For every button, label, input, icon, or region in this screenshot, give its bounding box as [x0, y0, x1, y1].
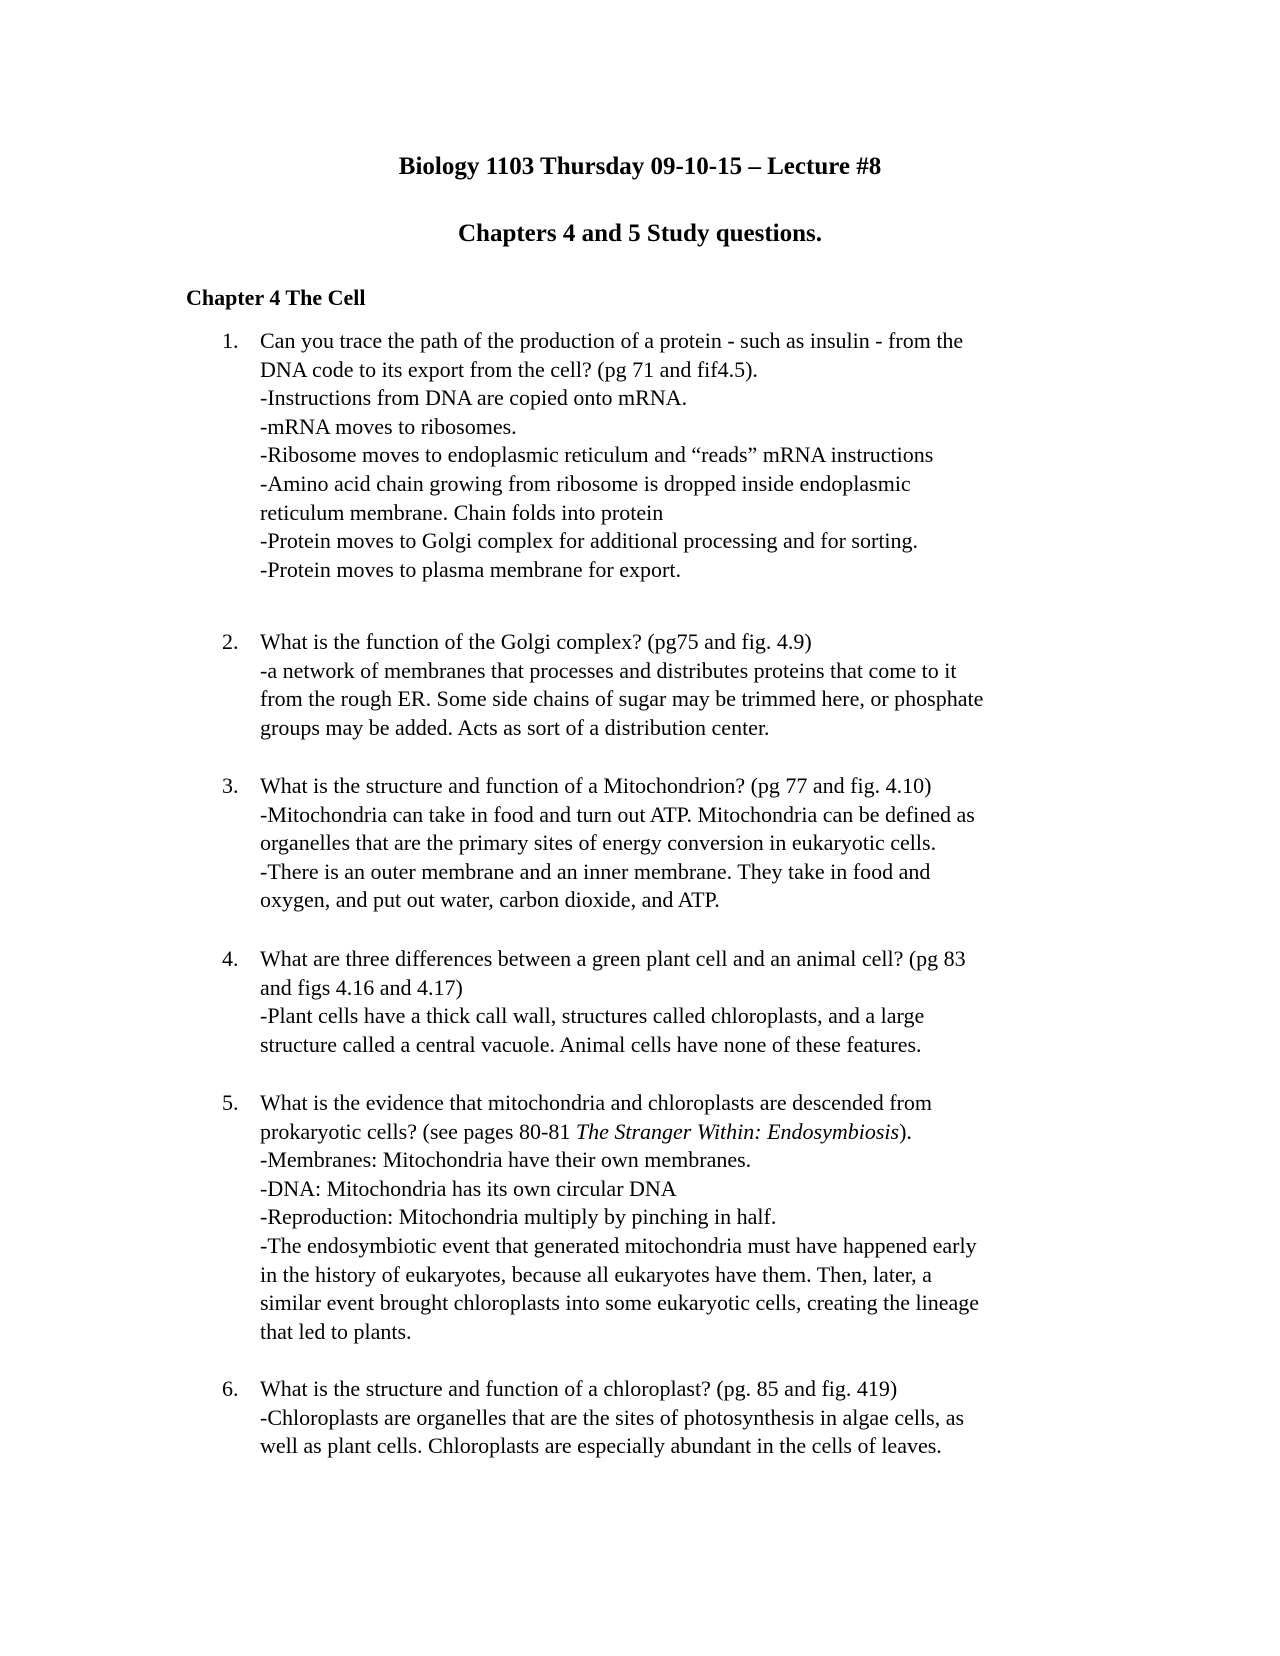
answer-line: well as plant cells. Chloroplasts are especially abundant in the cells of leaves. — [260, 1433, 942, 1459]
question-text: What is the structure and function of a chloroplast? (pg. 85 and fig. 419) — [260, 1376, 898, 1401]
answer-line: -Chloroplasts are organelles that are the sites of photosynthesis in algae cells, as — [260, 1404, 965, 1430]
question-text: Can you trace the path of the production of a protein - such as insulin - from the — [260, 328, 964, 353]
answer-line: organelles that are the primary sites of energy conversion in eukaryotic cells. — [260, 830, 937, 856]
document-title: Biology 1103 Thursday 09-10-15 – Lecture #8 — [398, 153, 882, 180]
question-text: What is the function of the Golgi complex? (pg75 and fig. 4.9) — [260, 629, 812, 654]
question-text: and figs 4.16 and 4.17) — [260, 974, 463, 1000]
answer-line: -Protein moves to Golgi complex for additional processing and for sorting. — [260, 528, 919, 554]
question-text: What are three differences between a green plant cell and an animal cell? (pg 83 — [260, 946, 966, 971]
answer-line: -Instructions from DNA are copied onto mRNA. — [260, 385, 688, 411]
question-number: 6. — [222, 1376, 239, 1401]
answer-line: -The endosymbiotic event that generated mitochondria must have happened early — [260, 1233, 977, 1258]
answer-line: -Membranes: Mitochondria have their own membranes. — [260, 1147, 752, 1173]
answer-line: structure called a central vacuole. Animal cells have none of these features. — [260, 1031, 922, 1057]
answer-line: oxygen, and put out water, carbon dioxide, and ATP. — [260, 887, 720, 913]
question-number: 5. — [222, 1090, 239, 1115]
answer-line: similar event brought chloroplasts into some eukaryotic cells, creating the lineage — [260, 1290, 980, 1316]
question-text: What is the evidence that mitochondria and chloroplasts are descended from — [260, 1090, 932, 1115]
answer-line: -There is an outer membrane and an inner membrane. They take in food and — [260, 858, 931, 884]
question-number: 4. — [222, 946, 239, 971]
answer-line: -Mitochondria can take in food and turn out ATP. Mitochondria can be defined as — [260, 801, 975, 827]
question-number: 1. — [222, 328, 239, 353]
question-text: What is the structure and function of a Mitochondrion? (pg 77 and fig. 4.10) — [260, 773, 932, 798]
answer-line: -DNA: Mitochondria has its own circular DNA — [260, 1175, 677, 1201]
answer-line: -Amino acid chain growing from ribosome is dropped inside endoplasmic — [260, 471, 911, 496]
question-text-part: prokaryotic cells? (see pages 80-81 — [260, 1118, 576, 1144]
document-subtitle: Chapters 4 and 5 Study questions. — [458, 220, 822, 247]
answer-line: -mRNA moves to ribosomes. — [260, 413, 517, 439]
question-text — [260, 1118, 912, 1147]
answer-line: in the history of eukaryotes, because all eukaryotes have them. Then, later, a — [260, 1261, 932, 1287]
answer-line: from the rough ER. Some side chains of sugar may be trimmed here, or phosphate — [260, 686, 984, 712]
answer-line: -Reproduction: Mitochondria multiply by pinching in half. — [260, 1204, 777, 1230]
answer-line: reticulum membrane. Chain folds into protein — [260, 499, 664, 525]
answer-line: -Protein moves to plasma membrane for export. — [260, 556, 681, 582]
answer-line: -a network of membranes that processes and distributes proteins that come to it — [260, 657, 957, 683]
answer-line: groups may be added. Acts as sort of a distribution center. — [260, 714, 770, 740]
section-heading: Chapter 4 The Cell — [186, 285, 366, 310]
question-text-part: ). — [899, 1118, 912, 1144]
reading-title: The Stranger Within: Endosymbiosis — [575, 1118, 900, 1144]
answer-line: -Plant cells have a thick call wall, structures called chloroplasts, and a large — [260, 1003, 925, 1029]
question-number: 3. — [222, 773, 239, 798]
question-number: 2. — [222, 629, 239, 654]
answer-line: that led to plants. — [260, 1318, 412, 1344]
answer-line: -Ribosome moves to endoplasmic reticulum and “reads” mRNA instructions — [260, 442, 934, 468]
question-text: DNA code to its export from the cell? (pg 71 and fif4.5). — [260, 356, 758, 382]
